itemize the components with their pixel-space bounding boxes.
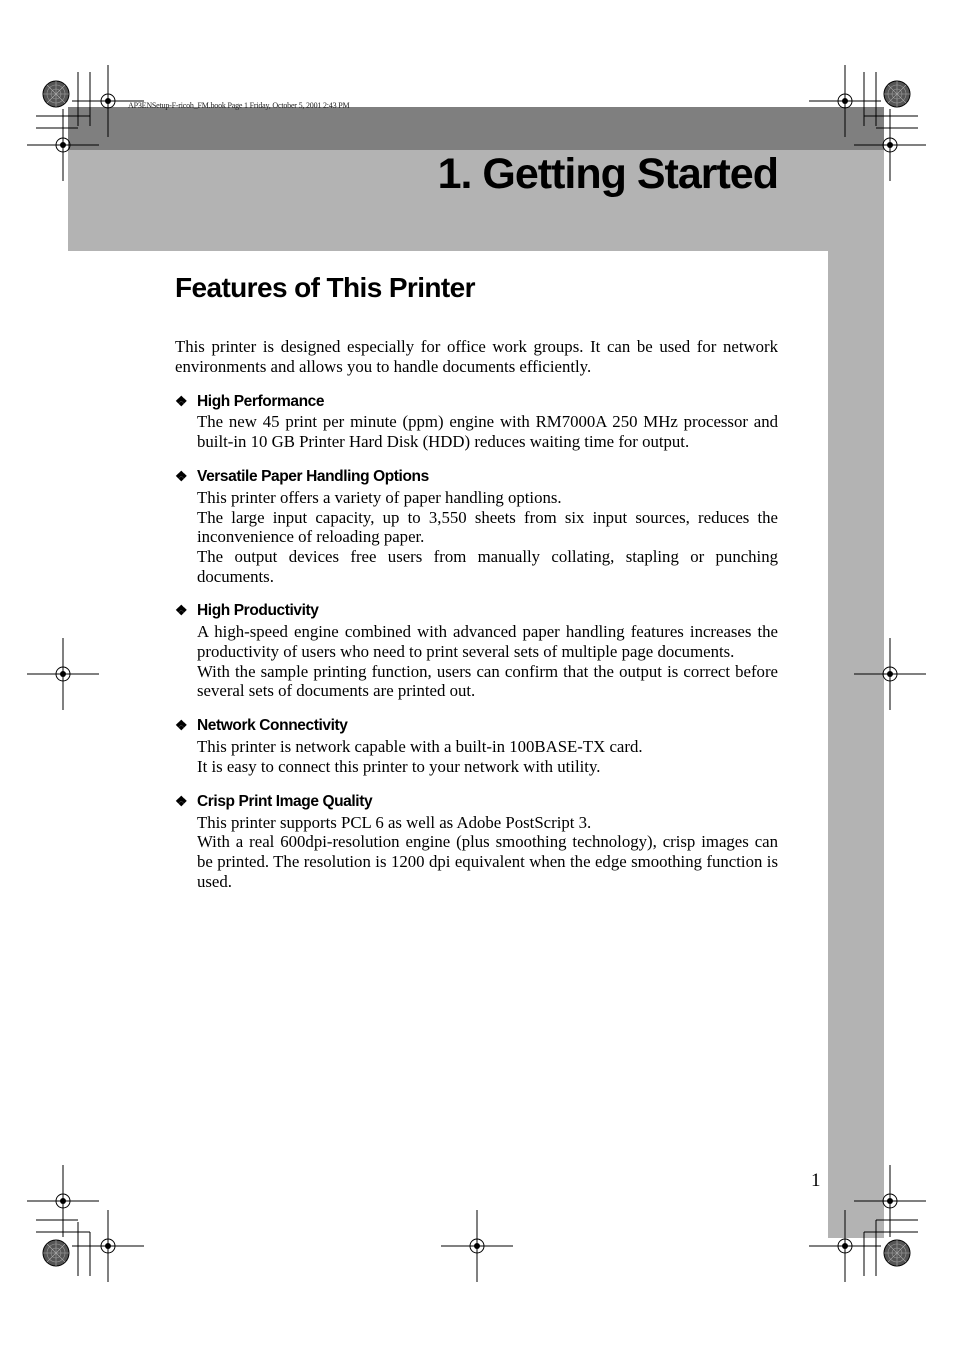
crosshair-mark-top-right-b <box>854 109 926 181</box>
feature-paragraph: The new 45 print per minute (ppm) engine with RM7000A 250 MHz processor and built-in 10 GB Printer Hard Disk (HDD) reduces waiting time for output. <box>197 412 778 452</box>
feature-heading-label: Crisp Print Image Quality <box>197 792 373 810</box>
section-title: Features of This Printer <box>175 272 475 303</box>
feature-heading-label: Network Connectivity <box>197 717 348 735</box>
crosshair-mark-top-right-a <box>809 65 881 137</box>
crosshair-mark-mid-left <box>27 638 99 710</box>
crosshair-mark-mid-right <box>854 638 926 710</box>
diamond-bullet-icon: ❖ <box>175 602 188 619</box>
diamond-bullet-icon: ❖ <box>175 467 188 484</box>
feature-paragraph: This printer supports PCL 6 as well as Adobe PostScript 3. <box>197 812 592 832</box>
feature-heading-label: High Productivity <box>197 602 319 620</box>
diamond-bullet-icon: ❖ <box>175 717 188 734</box>
diamond-bullet-icon: ❖ <box>175 392 188 409</box>
crosshair-mark-bottom-center <box>441 1210 513 1282</box>
sunburst-mark-top-right <box>884 81 910 107</box>
feature-paragraph: It is easy to connect this printer to your network with utility. <box>197 756 601 776</box>
feature-paragraph: This printer offers a variety of paper handling options. <box>197 487 562 507</box>
chapter-title: 1. Getting Started <box>437 150 778 198</box>
feature-heading-label: High Performance <box>197 392 325 410</box>
feature-paragraph: The large input capacity, up to 3,550 sheets from six input sources, reduces the inconvenience of reloading paper. <box>197 507 778 547</box>
page-number: 1 <box>811 1170 821 1191</box>
feature-heading-label: Versatile Paper Handling Options <box>197 467 429 485</box>
feature-paragraph: With the sample printing function, users can confirm that the output is correct before several sets of documents are printed out. <box>197 661 778 701</box>
feature-paragraph: The output devices free users from manually collating, stapling or punching documents. <box>197 546 778 586</box>
crosshair-mark-top-left-a <box>72 65 144 137</box>
diamond-bullet-icon: ❖ <box>175 792 188 809</box>
sunburst-mark-top-left <box>43 81 69 107</box>
feature-paragraph: This printer is network capable with a built-in 100BASE-TX card. <box>197 737 643 757</box>
crosshair-mark-bottom-right-a <box>854 1165 926 1237</box>
intro-paragraph: This printer is designed especially for office work groups. It can be used for network environments and allows you to handle documents efficiently. <box>175 337 778 376</box>
sunburst-mark-bottom-right <box>884 1240 910 1266</box>
trim-lines <box>36 72 918 1276</box>
feature-paragraph: A high-speed engine combined with advanced paper handling features increases the productivity of users who need to print several sets of multiple page documents. <box>197 622 778 662</box>
crosshair-mark-bottom-left-b <box>72 1210 144 1282</box>
crosshair-mark-top-left-b <box>27 109 99 181</box>
feature-paragraph: With a real 600dpi-resolution engine (plus smoothing technology), crisp images can be printed. The resolution is 1200 dpi equivalent when the edge smoothing function is used. <box>197 832 778 891</box>
sunburst-mark-bottom-left <box>43 1240 69 1266</box>
print-slug: AP3ENSetup-F-ricoh_FM.book Page 1 Friday, October 5, 2001 2:43 PM <box>128 101 350 110</box>
crosshair-mark-bottom-right-b <box>809 1210 881 1282</box>
crosshair-mark-bottom-left-a <box>27 1165 99 1237</box>
